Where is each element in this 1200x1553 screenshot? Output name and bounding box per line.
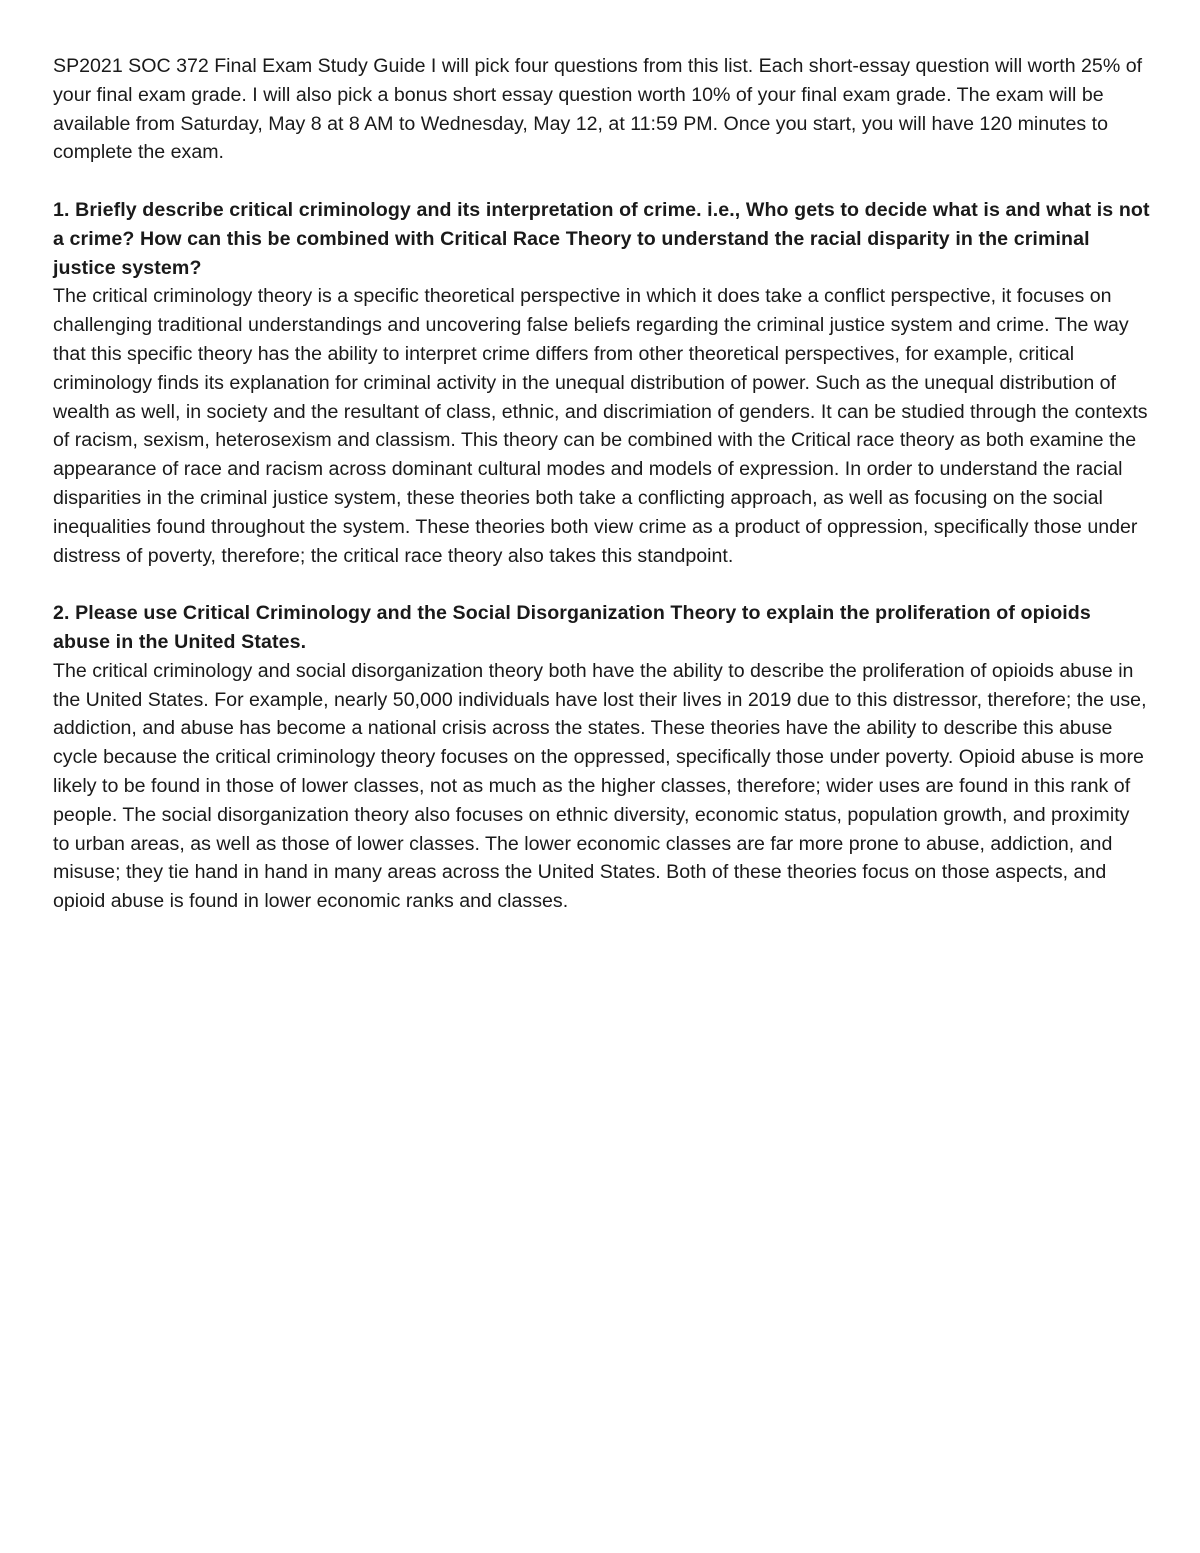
paragraph-gap xyxy=(53,570,1151,599)
question-1-answer: The critical criminology theory is a specific theoretical perspective in which it does take a conflict perspective, it focuses on challenging traditional understandings and uncovering false beliefs regarding the criminal justice system and crime. The way that this specific theory has the ability to interpret crime differs from other theoretical perspectives, for example, critical criminology finds its explanation for criminal activity in the unequal distribution of power. Such as the unequal distribution of wealth as well, in society and the resultant of class, ethnic, and discrimiation of genders. It can be studied through the contexts of racism, sexism, heterosexism and classism. This theory can be combined with the Critical race theory as both examine the appearance of race and racism across dominant cultural modes and models of expression. In order to understand the racial disparities in the criminal justice system, these theories both take a conflicting approach, as well as focusing on the social inequalities found throughout the system. These theories both view crime as a product of oppression, specifically those under distress of poverty, therefore; the critical race theory also takes this standpoint. xyxy=(53,285,1148,567)
document-page xyxy=(53,52,1151,916)
question-1-heading: 1. Briefly describe critical criminology and its interpretation of crime. i.e., Who gets to decide what is and what is not a crime? How can this be combined with Critical Race Theory to understand the racial disparity in the criminal justice system? xyxy=(53,198,1150,279)
question-2-heading: 2. Please use Critical Criminology and the Social Disorganization Theory to explain the proliferation of opioids abuse in the United States. xyxy=(53,602,1091,653)
intro-paragraph: SP2021 SOC 372 Final Exam Study Guide I will pick four questions from this list. Each short-essay question will worth 25% of your final exam grade. I will also pick a bonus short essay question worth 10% of your final exam grade. The exam will be available from Saturday, May 8 at 8 AM to Wednesday, May 12, at 11:59 PM. Once you start, you will have 120 minutes to complete the exam. xyxy=(53,55,1143,164)
paragraph-gap xyxy=(53,167,1151,196)
question-block-2 xyxy=(53,599,1151,916)
question-block-1 xyxy=(53,196,1151,570)
question-2-answer: The critical criminology and social disorganization theory both have the ability to describe the proliferation of opioids abuse in the United States. For example, nearly 50,000 individuals have lost their lives in 2019 due to this distressor, therefore; the use, addiction, and abuse has become a national crisis across the states. These theories have the ability to describe this abuse cycle because the critical criminology theory focuses on the oppressed, specifically those under poverty. Opioid abuse is more likely to be found in those of lower classes, not as much as the higher classes, therefore; wider uses are found in this rank of people. The social disorganization theory also focuses on ethnic diversity, economic status, population growth, and proximity to urban areas, as well as those of lower classes. The lower economic classes are far more prone to abuse, addiction, and misuse; they tie hand in hand in many areas across the United States. Both of these theories focus on those aspects, and opioid abuse is found in lower economic ranks and classes. xyxy=(53,659,1147,913)
